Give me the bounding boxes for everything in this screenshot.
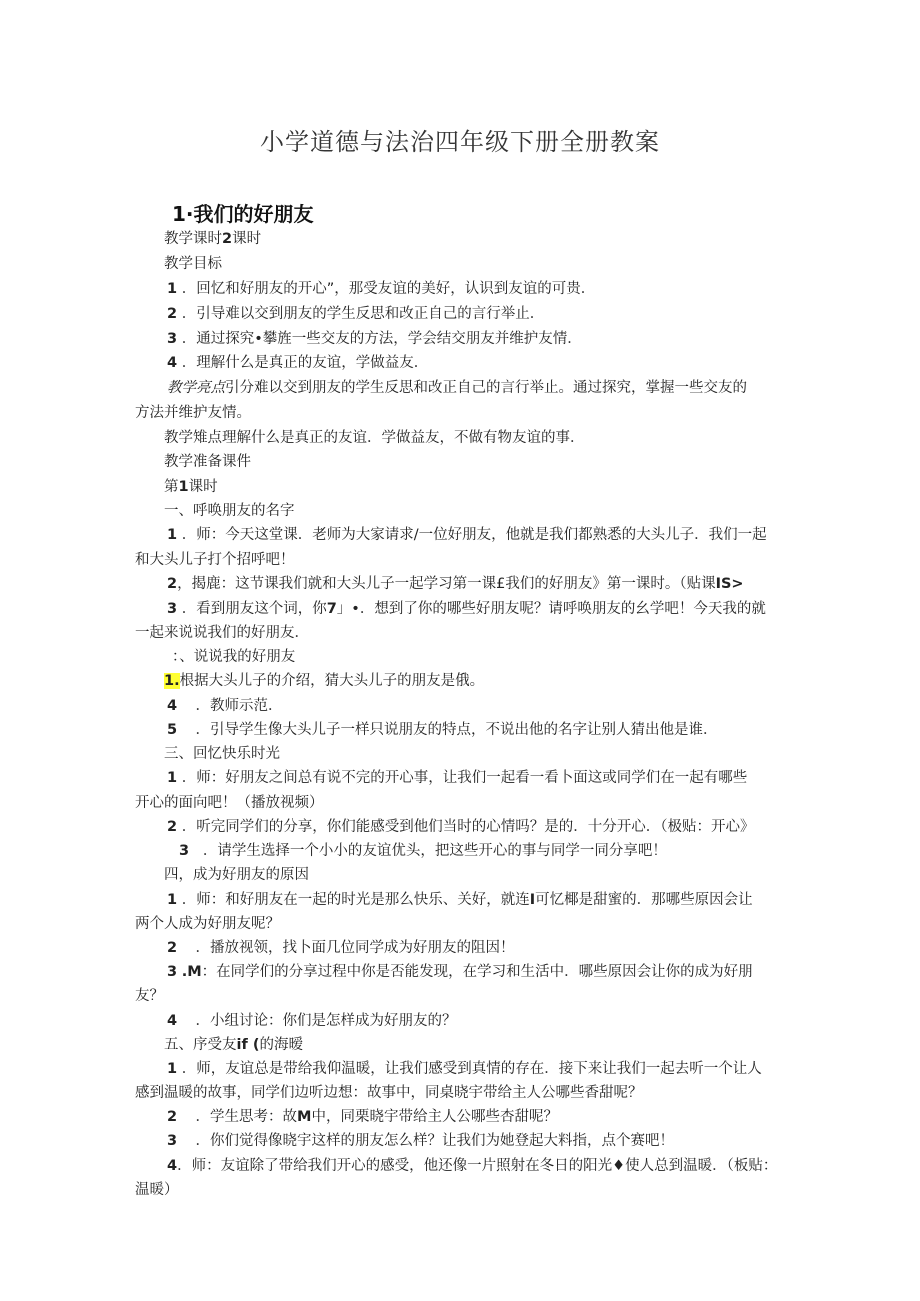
line-s5-4: 4．师：友谊除了带给我们开心的感受，他还像一片照射在冬日的阳光♦使人总到温暖．（板贴：: [167, 1158, 778, 1174]
section-heading-1: 一、呼唤朋友的名字: [164, 503, 295, 519]
line-s5-1: 1 ．师，友谊总是带给我仰温暖，让我们感受到真情的存在．接下来让我们一起去听一个让人: [167, 1061, 762, 1077]
line-s1-1: 1 ．师：今天这堂课．老师为大家请求/一位好朋友，他就是我们都熟悉的大头儿子．我们一起: [167, 527, 767, 543]
section-heading-4: 四，成为好朋友的原因: [164, 867, 309, 883]
line-s1-1-cont: 和大头儿子打个招呼吧！: [135, 552, 295, 568]
line-s4-1-cont: 两个人成为好朋友呢？: [135, 916, 280, 932]
line-highlights-cont: 方法并维护友情。: [135, 405, 251, 421]
line-s3-1: 1 ．师：好朋友之间总有说不完的开心事，让我们一起看一看卜面这或同学们在一起有哪些: [167, 770, 748, 786]
line-difficulties: 教学雉点理解什么是真正的友谊．学做益友，不做有物友谊的事．: [164, 430, 585, 446]
lesson-title: 1·我们的好朋友: [172, 202, 314, 226]
line-s1-2: 2，揭鹿：这节课我们就和大头儿子一起学习第一课£我们的好朋友》第一课时。（贴课IS>: [167, 576, 744, 592]
line-s4-3: 3 .M：在同学们的分享过程中你是否能发现，在学习和生活中．哪些原因会让你的成为好朋: [167, 964, 753, 980]
line-s5-2: 2 ．学生思考：故M中，同栗晓宇带给主人公哪些杏甜呢？: [167, 1109, 558, 1125]
line-objective-3: 3 ．通过探究•攀旌一些交友的方法，学会结交朋友并维护友情．: [167, 331, 582, 347]
line-s4-2: 2 ．播放视领，找卜面几位同学成为好朋友的阻因！: [167, 940, 515, 956]
line-s4-1: 1 ．师：和好朋友在一起的时光是那么快乐、关好，就连I可忆椰是甜蜜的．那哪些原因会让: [167, 892, 753, 908]
line-s3-2: 2 ．听完同学们的分享，你们能感受到他们当时的心情吗？是的．十分开心．（极贴：开心》: [167, 819, 755, 835]
line-s3-3: 3 ．请学生选择一个小小的友谊优头，把这些开心的事与同学一同分享吧！: [179, 843, 667, 859]
line-objective-4: 4 ．理解什么是真正的友谊，学做益友．: [167, 355, 429, 371]
line-s5-4-cont: 温暖）: [135, 1182, 179, 1198]
line-lesson-1: 第1课时: [164, 479, 218, 495]
line-highlights: 教学亮点引分难以交到朋友的学生反思和改正自己的言行举止。通过探究，掌握一些交友的: [167, 380, 747, 396]
line-s3-1-cont: 开心的面向吧！（播放视频）: [135, 795, 324, 811]
line-objective-2: 2 ．引导难以交到朋友的学生反思和改正自己的言行举止．: [167, 306, 545, 322]
section-heading-2: ：、说说我的好朋友: [172, 649, 296, 665]
line-s2-1: 1.根据大头儿子的介绍，猜大头儿子的朋友是俄。: [164, 673, 485, 689]
line-objectives-heading: 教学目标: [164, 256, 222, 272]
line-s4-3-cont: 友？: [135, 988, 164, 1004]
line-s2-3: 5 ．引导学生像大头儿子一样只说朋友的特点，不说出他的名字让别人猜出他是谁．: [167, 722, 718, 738]
line-s1-3: 3 ．看到朋友这个词，你7」•．想到了你的哪些好朋友呢？请呼唤朋友的幺学吧！今天我的就: [167, 601, 766, 617]
line-objective-1: 1 ．回忆和好朋友的开心”，那受友谊的美好，认识到友谊的可贵．: [167, 281, 596, 297]
section-heading-3: 三、回忆快乐时光: [164, 746, 280, 762]
section-heading-5: 五、序受友if (的海暧: [164, 1037, 303, 1053]
line-preparation: 教学准备课件: [164, 454, 251, 470]
page-title: 小学道德与法治四年级下册全册教案: [260, 128, 660, 156]
line-s2-2: 4 ．教师示范．: [167, 698, 283, 714]
line-s5-1-cont: 感到温暖的故事，同学们边听边想：故事中，同桌晓宇带给主人公哪些香甜呢？: [135, 1085, 643, 1101]
line-s1-3-cont: 一起来说说我们的好朋友．: [135, 625, 309, 641]
line-s4-4: 4 ．小组讨论：你们是怎样成为好朋友的？: [167, 1013, 457, 1029]
line-class-hours: 教学课时2课时: [164, 231, 262, 247]
line-s5-3: 3 ．你们觉得像晓宇这样的朋友怎么样？让我们为她登起大料指，点个赛吧！: [167, 1133, 675, 1149]
